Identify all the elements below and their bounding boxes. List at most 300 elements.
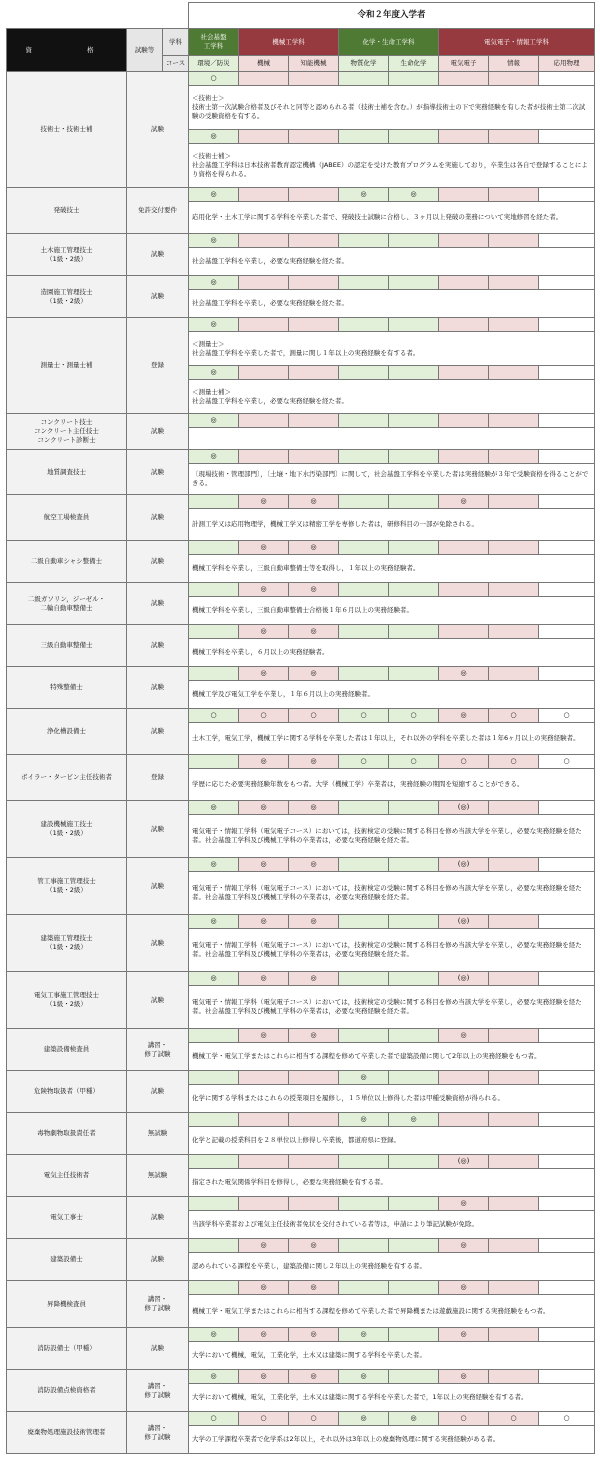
eligibility-mark: ◎ — [289, 755, 339, 769]
exam-type: 試験 — [127, 1071, 189, 1113]
requirement-note: 大学において機械，電気，工業化学，土木又は建築に関する学科を卒業した者。 — [189, 1342, 595, 1370]
eligibility-mark — [289, 276, 339, 290]
eligibility-mark: ○ — [339, 755, 389, 769]
qualification-name: 土木施工管理技士 （1級・2級） — [7, 234, 127, 276]
eligibility-mark — [489, 366, 539, 380]
page-title: 令和２年度入学者 — [189, 3, 595, 29]
eligibility-mark — [289, 1155, 339, 1169]
eligibility-mark: ◎ — [289, 915, 339, 929]
eligibility-mark — [389, 130, 439, 144]
eligibility-mark — [489, 583, 539, 597]
eligibility-mark — [389, 366, 439, 380]
exam-type: 試験 — [127, 801, 189, 858]
qualification-name: 浄化槽設備士 — [7, 709, 127, 755]
eligibility-mark — [439, 234, 489, 248]
eligibility-mark — [389, 1281, 439, 1295]
eligibility-mark: ◎ — [239, 1239, 289, 1253]
eligibility-mark — [439, 583, 489, 597]
requirement-note: 機械工学・電気工学またはこれらに相当する課程を修めて卒業した者で建築設備に関して2年以上の実務経験をもつ者。 — [189, 1043, 595, 1071]
eligibility-mark — [539, 130, 595, 144]
table-row — [7, 414, 595, 428]
eligibility-mark — [539, 450, 595, 464]
requirement-note: 化学と記載の授業科目を２８単位以上修得し卒業後，都道府県に登録。 — [189, 1127, 595, 1155]
qualification-name: 電気主任技術者 — [7, 1155, 127, 1197]
course-information: 情報 — [489, 56, 539, 72]
eligibility-mark: ◎ — [239, 495, 289, 509]
qualification-name: 建築施工管理技士 （1級・2級） — [7, 915, 127, 972]
eligibility-mark — [489, 130, 539, 144]
requirement-note — [189, 428, 595, 450]
eligibility-mark: ◎ — [239, 755, 289, 769]
eligibility-mark: ○ — [239, 1412, 289, 1426]
eligibility-mark — [289, 1197, 339, 1211]
course-applied-physics: 応用物理 — [539, 56, 595, 72]
table-row — [7, 625, 595, 639]
eligibility-mark — [389, 667, 439, 681]
table-row — [7, 667, 595, 681]
table-row — [7, 1071, 595, 1085]
eligibility-mark — [539, 972, 595, 986]
eligibility-mark — [489, 625, 539, 639]
eligibility-mark — [539, 318, 595, 332]
exam-type: 無試験 — [127, 1113, 189, 1155]
eligibility-mark — [539, 366, 595, 380]
eligibility-mark — [539, 1281, 595, 1295]
eligibility-mark: ◎ — [439, 667, 489, 681]
qualification-name: 電気工事施工管理技士 （1級・2級） — [7, 972, 127, 1029]
eligibility-mark — [189, 1281, 239, 1295]
qualification-name: 測量士・測量士補 — [7, 318, 127, 414]
header-exam-type: 試験等 — [127, 29, 163, 72]
eligibility-mark — [239, 276, 289, 290]
eligibility-mark: ○ — [189, 709, 239, 723]
eligibility-mark — [489, 541, 539, 555]
eligibility-mark — [189, 1071, 239, 1085]
table-row — [7, 1029, 595, 1043]
eligibility-mark — [339, 414, 389, 428]
eligibility-mark: ○ — [489, 709, 539, 723]
exam-type: 試験 — [127, 234, 189, 276]
eligibility-mark: ◎ — [289, 801, 339, 815]
eligibility-mark: ○ — [289, 1412, 339, 1426]
eligibility-mark: ○ — [489, 1412, 539, 1426]
eligibility-mark — [189, 583, 239, 597]
eligibility-mark: ◎ — [339, 1113, 389, 1127]
eligibility-mark — [339, 541, 389, 555]
requirement-note: 当該学科卒業者および電気主任技術者免状を交付されている者等は，申請により筆記試験が免除。 — [189, 1211, 595, 1239]
eligibility-mark: ◎ — [189, 234, 239, 248]
eligibility-mark: ◎ — [289, 583, 339, 597]
eligibility-mark — [439, 188, 489, 202]
eligibility-mark — [439, 450, 489, 464]
requirement-note: 認められている課程を卒業し，建築設備に関し２年以上の実務経験を有する者。 — [189, 1253, 595, 1281]
qualification-name: 電気工事士 — [7, 1197, 127, 1239]
table-row — [7, 541, 595, 555]
eligibility-mark — [339, 801, 389, 815]
eligibility-mark — [339, 366, 389, 380]
exam-type: 講習・ 修了試験 — [127, 1029, 189, 1071]
eligibility-mark: ◎ — [289, 625, 339, 639]
eligibility-mark — [489, 450, 539, 464]
eligibility-mark — [539, 234, 595, 248]
course-material-chemistry: 物質化学 — [339, 56, 389, 72]
eligibility-mark — [539, 858, 595, 872]
eligibility-mark — [489, 1071, 539, 1085]
eligibility-mark: ◎ — [239, 625, 289, 639]
eligibility-mark — [539, 72, 595, 86]
eligibility-mark: ◎ — [239, 667, 289, 681]
eligibility-mark: ◎ — [439, 1239, 489, 1253]
eligibility-mark — [289, 130, 339, 144]
eligibility-mark: ◎ — [389, 188, 439, 202]
exam-type: 試験 — [127, 667, 189, 709]
exam-type: 試験 — [127, 72, 189, 188]
eligibility-mark: ◎ — [439, 1328, 489, 1342]
header-department: 学科 — [163, 29, 189, 56]
eligibility-mark: ◎ — [189, 276, 239, 290]
eligibility-mark — [189, 1239, 239, 1253]
eligibility-mark — [289, 318, 339, 332]
eligibility-mark — [389, 1239, 439, 1253]
requirement-note: 指定された電気関係学科目を修得し，必要な実務経験を有する者。 — [189, 1169, 595, 1197]
eligibility-mark: ◎ — [439, 1197, 489, 1211]
eligibility-mark: ◎ — [239, 1370, 289, 1384]
eligibility-mark — [539, 541, 595, 555]
eligibility-mark — [539, 1029, 595, 1043]
eligibility-mark: ◎ — [189, 318, 239, 332]
eligibility-mark — [339, 858, 389, 872]
eligibility-mark — [389, 801, 439, 815]
eligibility-mark — [239, 450, 289, 464]
eligibility-mark — [489, 915, 539, 929]
eligibility-mark: ○ — [439, 755, 489, 769]
exam-type: 試験 — [127, 450, 189, 495]
eligibility-mark: ◎ — [239, 1029, 289, 1043]
table-row — [7, 1239, 595, 1253]
qualification-name: 地質調査技士 — [7, 450, 127, 495]
eligibility-mark — [489, 1155, 539, 1169]
requirement-note: 大学において機械，電気，工業化学，土木又は建築に関する学科を卒業した者で，1年以上の実務経験を有する者。 — [189, 1384, 595, 1412]
eligibility-mark: ◎ — [189, 450, 239, 464]
requirement-note: 機械工学科を卒業し，６月以上の実務経験者。 — [189, 639, 595, 667]
eligibility-mark: (◎) — [439, 858, 489, 872]
table-row — [7, 583, 595, 597]
eligibility-mark — [489, 1029, 539, 1043]
eligibility-mark: ○ — [289, 709, 339, 723]
qualification-name: 造園施工管理技士 （1級・2級） — [7, 276, 127, 318]
qualification-name: 毒物劇物取扱責任者 — [7, 1113, 127, 1155]
eligibility-mark — [439, 276, 489, 290]
exam-type: 試験 — [127, 276, 189, 318]
dept-electrical: 電気電子・情報工学科 — [439, 29, 595, 56]
requirement-note: 電気電子・情報工学科（電気電子コース）においては，技術検定の受験に関する科目を修め当該大学を卒業し，必要な実務経験を経た者。社会基盤工学科及び機械工学科の卒業者は，必要な実務経験を経た者。 — [189, 986, 595, 1029]
eligibility-mark — [489, 801, 539, 815]
eligibility-mark: ◎ — [339, 1328, 389, 1342]
exam-type: 講習・ 修了試験 — [127, 1370, 189, 1412]
eligibility-mark: ◎ — [389, 1113, 439, 1127]
exam-type: 試験 — [127, 495, 189, 541]
eligibility-mark — [289, 72, 339, 86]
table-row — [7, 318, 595, 332]
eligibility-mark — [389, 414, 439, 428]
requirement-note: 計測工学又は応用物理学，機械工学又は精密工学を専修した者は，研修科目の一部が免除される。 — [189, 509, 595, 541]
requirement-note: 社会基盤工学科を卒業し，必要な実務経験を経た者。 — [189, 248, 595, 276]
eligibility-mark — [539, 276, 595, 290]
eligibility-mark — [239, 414, 289, 428]
eligibility-mark — [489, 276, 539, 290]
eligibility-mark: ◎ — [439, 709, 489, 723]
qualification-name: ボイラー・タービン主任技術者 — [7, 755, 127, 801]
eligibility-mark — [289, 234, 339, 248]
qualification-name: 三級自動車整備士 — [7, 625, 127, 667]
eligibility-mark — [339, 495, 389, 509]
requirement-note: 電気電子・情報工学科（電気電子コース）においては，技術検定の受験に関する科目を修め当該大学を卒業し，必要な実務経験を経た者。社会基盤工学科及び機械工学科の卒業者は，必要な実務経験を経た者。 — [189, 929, 595, 972]
eligibility-mark — [489, 72, 539, 86]
qualification-name: 危険物取扱者（甲種） — [7, 1071, 127, 1113]
eligibility-mark — [489, 972, 539, 986]
qualification-table — [6, 2, 595, 1454]
eligibility-mark: ◎ — [289, 1029, 339, 1043]
eligibility-mark: ○ — [389, 755, 439, 769]
eligibility-mark: ◎ — [439, 1281, 489, 1295]
requirement-note: 応用化学・土木工学に関する学科を卒業した者で、発破技士試験に合格し、３ヶ月以上発破の業務について実地修習を経た者。 — [189, 202, 595, 234]
eligibility-mark — [439, 541, 489, 555]
eligibility-mark: ○ — [189, 72, 239, 86]
qualification-name: 管工事施工管理技士 （1級・2級） — [7, 858, 127, 915]
eligibility-mark — [239, 1071, 289, 1085]
eligibility-mark: ◎ — [189, 188, 239, 202]
course-environment: 環境／防災 — [189, 56, 239, 72]
table-row — [7, 1155, 595, 1169]
exam-type: 試験 — [127, 1197, 189, 1239]
eligibility-mark — [389, 450, 439, 464]
eligibility-mark — [339, 972, 389, 986]
eligibility-mark — [239, 366, 289, 380]
eligibility-mark: ◎ — [189, 1370, 239, 1384]
eligibility-mark: ◎ — [339, 1370, 389, 1384]
eligibility-mark: ◎ — [289, 1281, 339, 1295]
eligibility-mark — [389, 625, 439, 639]
eligibility-mark — [489, 1328, 539, 1342]
eligibility-mark: ◎ — [439, 495, 489, 509]
eligibility-mark — [239, 1197, 289, 1211]
eligibility-mark — [189, 667, 239, 681]
eligibility-mark — [339, 1197, 389, 1211]
eligibility-mark — [489, 495, 539, 509]
eligibility-mark — [539, 1071, 595, 1085]
eligibility-mark: ◎ — [189, 801, 239, 815]
requirement-note: 電気電子・情報工学科（電気電子コース）においては，技術検定の受験に関する科目を修め当該大学を卒業し，必要な実務経験を経た者。社会基盤工学科及び機械工学科の卒業者は，必要な実務経験を経た者。 — [189, 815, 595, 858]
eligibility-mark — [539, 801, 595, 815]
eligibility-mark — [489, 1113, 539, 1127]
eligibility-mark — [539, 188, 595, 202]
qualification-name: 建築設備検査員 — [7, 1029, 127, 1071]
eligibility-mark: ◎ — [289, 1239, 339, 1253]
requirement-note: ＜測量士＞ 社会基盤工学科を卒業した者で，測量に関し１年以上の実務経験を有する者。 — [189, 332, 595, 366]
qualification-name: 昇降機検査員 — [7, 1281, 127, 1328]
eligibility-mark: ○ — [189, 1412, 239, 1426]
eligibility-mark: ○ — [489, 755, 539, 769]
requirement-note: 土木工学，電気工学，機械工学に関する学科を卒業した者は１年以上，それ以外の学科を卒業した者は１年6ヶ月以上の実務経験者。 — [189, 723, 595, 755]
eligibility-mark — [489, 318, 539, 332]
qualification-name: 発破技士 — [7, 188, 127, 234]
table-row — [7, 1113, 595, 1127]
eligibility-mark — [289, 414, 339, 428]
eligibility-mark: ◎ — [339, 1071, 389, 1085]
table-row — [7, 858, 595, 872]
eligibility-mark: ○ — [439, 1412, 489, 1426]
exam-type: 試験 — [127, 972, 189, 1029]
eligibility-mark: ◎ — [339, 1412, 389, 1426]
eligibility-mark — [339, 276, 389, 290]
eligibility-mark: ◎ — [239, 915, 289, 929]
eligibility-mark — [239, 130, 289, 144]
eligibility-mark — [339, 234, 389, 248]
eligibility-mark — [439, 414, 489, 428]
eligibility-mark — [439, 130, 489, 144]
eligibility-mark — [489, 858, 539, 872]
eligibility-mark — [389, 276, 439, 290]
eligibility-mark: ◎ — [239, 972, 289, 986]
qualification-name: 二級ガソリン，ジーゼル・ 二輪自動車整備士 — [7, 583, 127, 625]
eligibility-mark — [339, 667, 389, 681]
requirement-note: 電気電子・情報工学科（電気電子コース）においては，技術検定の受験に関する科目を修め当該大学を卒業し，必要な実務経験を経た者。社会基盤工学科及び機械工学科の卒業者は，必要な実務経験を経た者。 — [189, 872, 595, 915]
eligibility-mark — [539, 1155, 595, 1169]
requirement-note: 〔現場技術・管理部門〕，〔土壌・地下水汚染部門〕に関して，社会基盤工学科を卒業した者は実務経験が３年で受験資格を得ることができる。 — [189, 464, 595, 495]
eligibility-mark — [539, 1328, 595, 1342]
eligibility-mark — [389, 72, 439, 86]
table-row — [7, 276, 595, 290]
eligibility-mark — [289, 366, 339, 380]
qualification-name: 技術士・技術士補 — [7, 72, 127, 188]
eligibility-mark: ○ — [239, 709, 289, 723]
eligibility-mark: ◎ — [289, 972, 339, 986]
eligibility-mark — [539, 1239, 595, 1253]
exam-type: 無試験 — [127, 1155, 189, 1197]
eligibility-mark — [489, 1370, 539, 1384]
eligibility-mark — [389, 1197, 439, 1211]
eligibility-mark — [389, 1155, 439, 1169]
qualification-name: コンクリート技士 コンクリート主任技士 コンクリート診断士 — [7, 414, 127, 450]
eligibility-mark — [539, 1197, 595, 1211]
eligibility-mark — [189, 1029, 239, 1043]
table-row — [7, 755, 595, 769]
eligibility-mark: ◎ — [239, 801, 289, 815]
eligibility-mark — [539, 625, 595, 639]
eligibility-mark — [539, 667, 595, 681]
eligibility-mark — [489, 234, 539, 248]
qualification-name: 廃棄物処理施設技術管理者 — [7, 1412, 127, 1454]
eligibility-mark — [489, 414, 539, 428]
eligibility-mark — [239, 72, 289, 86]
eligibility-mark: ◎ — [289, 1370, 339, 1384]
exam-type: 講習・ 修了試験 — [127, 1281, 189, 1328]
table-row — [7, 915, 595, 929]
table-row — [7, 1281, 595, 1295]
requirement-note: 機械工学科を卒業し，三級自動車整備士等を取得し，１年以上の実務経験者。 — [189, 555, 595, 583]
eligibility-mark: ◎ — [239, 1281, 289, 1295]
eligibility-mark — [489, 188, 539, 202]
dept-mechanical: 機械工学科 — [239, 29, 339, 56]
eligibility-mark — [389, 915, 439, 929]
eligibility-mark: (◎) — [439, 801, 489, 815]
eligibility-mark — [189, 495, 239, 509]
eligibility-mark — [239, 234, 289, 248]
eligibility-mark — [389, 234, 439, 248]
eligibility-mark — [389, 1029, 439, 1043]
dept-chemistry: 化学・生命工学科 — [339, 29, 439, 56]
eligibility-mark: (◎) — [439, 915, 489, 929]
table-row — [7, 972, 595, 986]
eligibility-mark — [439, 1113, 489, 1127]
header-course: コース — [163, 56, 189, 72]
eligibility-mark: ◎ — [289, 858, 339, 872]
eligibility-mark — [389, 318, 439, 332]
table-row — [7, 450, 595, 464]
qualification-rows — [7, 72, 595, 1454]
exam-type: 講習・ 修了試験 — [127, 1412, 189, 1454]
eligibility-mark — [389, 495, 439, 509]
requirement-note: 機械工学科を卒業し，三級自動車整備士合格後１年６月以上の実務経験者。 — [189, 597, 595, 625]
qualification-name: 建築設備士 — [7, 1239, 127, 1281]
requirement-note: 機械工学・電気工学またはこれらに相当する課程を修めて卒業した者で昇降機または遊戯施設に関する実務経験をもつ者。 — [189, 1295, 595, 1328]
eligibility-mark — [339, 1029, 389, 1043]
eligibility-mark — [489, 1197, 539, 1211]
requirement-note: 学歴に応じた必要実務経験年数をもつ者。大学（機械工学）卒業者は，実務経験の期間を短縮することができる。 — [189, 769, 595, 801]
course-life-chemistry: 生命化学 — [389, 56, 439, 72]
course-mechanical: 機械 — [239, 56, 289, 72]
eligibility-mark — [439, 1071, 489, 1085]
eligibility-mark — [389, 1328, 439, 1342]
eligibility-mark — [439, 366, 489, 380]
table-row — [7, 188, 595, 202]
table-row — [7, 72, 595, 86]
eligibility-mark — [339, 450, 389, 464]
eligibility-mark: (◎) — [439, 972, 489, 986]
eligibility-mark: ◎ — [189, 858, 239, 872]
eligibility-mark — [239, 188, 289, 202]
qualification-name: 消防設備点検資格者 — [7, 1370, 127, 1412]
eligibility-mark — [389, 972, 439, 986]
exam-type: 試験 — [127, 858, 189, 915]
eligibility-mark: ◎ — [189, 130, 239, 144]
eligibility-mark — [489, 667, 539, 681]
eligibility-mark — [539, 414, 595, 428]
eligibility-mark — [389, 858, 439, 872]
exam-type: 試験 — [127, 583, 189, 625]
exam-type: 登録 — [127, 755, 189, 801]
eligibility-mark — [339, 583, 389, 597]
eligibility-mark — [339, 915, 389, 929]
table-row — [7, 495, 595, 509]
eligibility-mark: ◎ — [189, 972, 239, 986]
qualification-name: 航空工場検査員 — [7, 495, 127, 541]
qualification-name: 建設機械施工技士 （1級・2級） — [7, 801, 127, 858]
requirement-note: 大学の工学課程卒業者で化学系は2年以上，それ以外は3年以上の廃棄物処理に関する実務経験がある者。 — [189, 1426, 595, 1454]
exam-type: 試験 — [127, 1239, 189, 1281]
eligibility-mark — [339, 318, 389, 332]
exam-type: 試験 — [127, 541, 189, 583]
eligibility-mark: ○ — [539, 755, 595, 769]
table-row — [7, 801, 595, 815]
eligibility-mark — [239, 1113, 289, 1127]
eligibility-mark — [189, 541, 239, 555]
eligibility-mark: ○ — [539, 709, 595, 723]
qualification-name: 二級自動車シャシ整備士 — [7, 541, 127, 583]
eligibility-mark — [339, 1239, 389, 1253]
eligibility-mark: ◎ — [289, 1328, 339, 1342]
requirement-note: ＜技術士補＞ 社会基盤工学科は日本技術者教育認定機構（JABEE）の認定を受けた教育プログラムを実施しており，卒業生は各自で登録することにより資格を得られる。 — [189, 144, 595, 188]
